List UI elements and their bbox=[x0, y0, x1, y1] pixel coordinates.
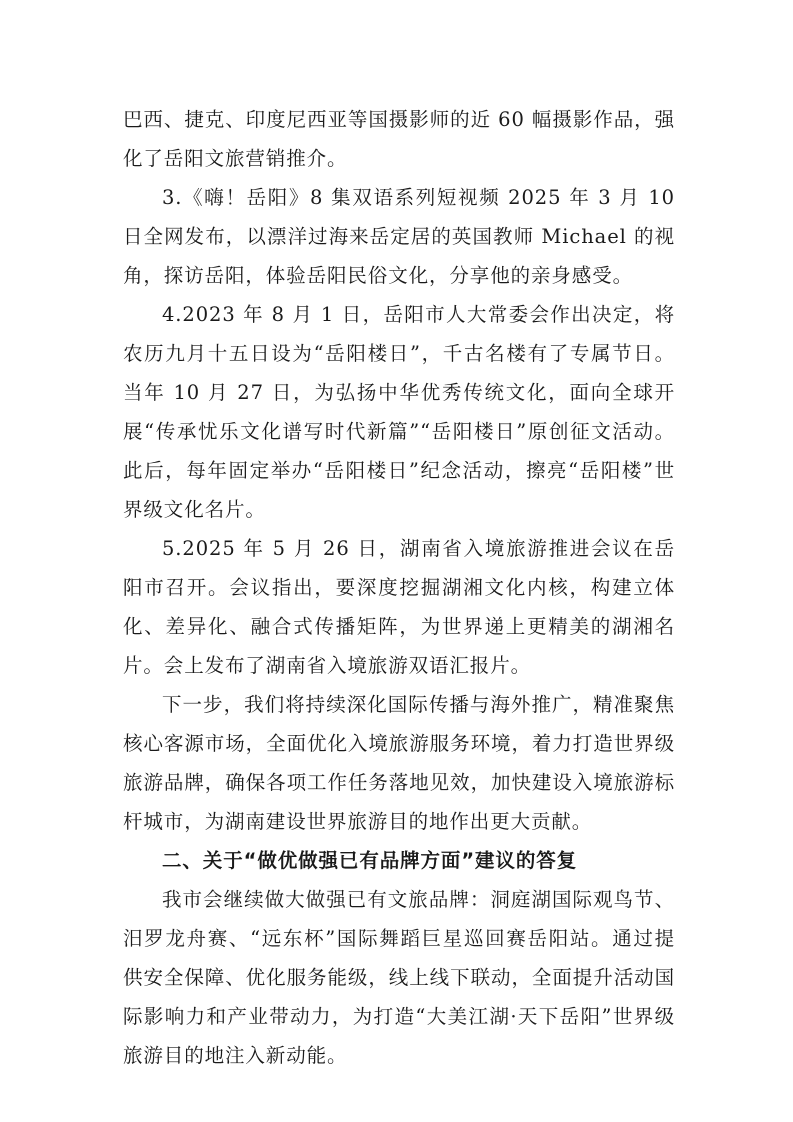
section-heading-2: 二、关于“做优做强已有品牌方面”建议的答复 bbox=[162, 849, 578, 872]
paragraph-section-2-body: 我市会继续做大做强已有文旅品牌：洞庭湖国际观鸟节、汨罗龙舟赛、“远东杯”国际舞蹈巨星巡回赛岳阳站。通过提供安全保障、优化服务能级，线上线下联动，全面提升活动国际影响力和产业带动力，为打造“大美江湖·天下岳阳”世界级旅游目的地注入新动能。 bbox=[123, 888, 675, 1067]
paragraph-item-3: 3.《嗨！岳阳》8 集双语系列短视频 2025 年 3 月 10 日全网发布，以漂洋过海来岳定居的英国教师 Michael 的视角，探访岳阳，体验岳阳民俗文化，分享他的亲身感受。 bbox=[123, 186, 675, 287]
paragraph-continuation: 巴西、捷克、印度尼西亚等国摄影师的近 60 幅摄影作品，强化了岳阳文旅营销推介。 bbox=[123, 108, 675, 170]
document-body bbox=[123, 100, 675, 1075]
paragraph-item-5: 5.2025 年 5 月 26 日，湖南省入境旅游推进会议在岳阳市召开。会议指出，要深度挖掘湖湘文化内核，构建立体化、差异化、融合式传播矩阵，为世界递上更精美的湖湘名片。会上发布了湖南省入境旅游双语汇报片。 bbox=[123, 537, 675, 677]
paragraph-next-step: 下一步，我们将持续深化国际传播与海外推广，精准聚焦核心客源市场，全面优化入境旅游服务环境，着力打造世界级旅游品牌，确保各项工作任务落地见效，加快建设入境旅游标杆城市，为湖南建设世界旅游目的地作出更大贡献。 bbox=[123, 693, 675, 833]
paragraph-item-4: 4.2023 年 8 月 1 日，岳阳市人大常委会作出决定，将农历九月十五日设为“岳阳楼日”，千古名楼有了专属节日。当年 10 月 27 日，为弘扬中华优秀传统文化，面向全球开展“传承忧乐文化谱写时代新篇”“岳阳楼日”原创征文活动。此后，每年固定举办“岳阳楼日”纪念活动，擦亮“岳阳楼”世界级文化名片。 bbox=[123, 303, 675, 521]
